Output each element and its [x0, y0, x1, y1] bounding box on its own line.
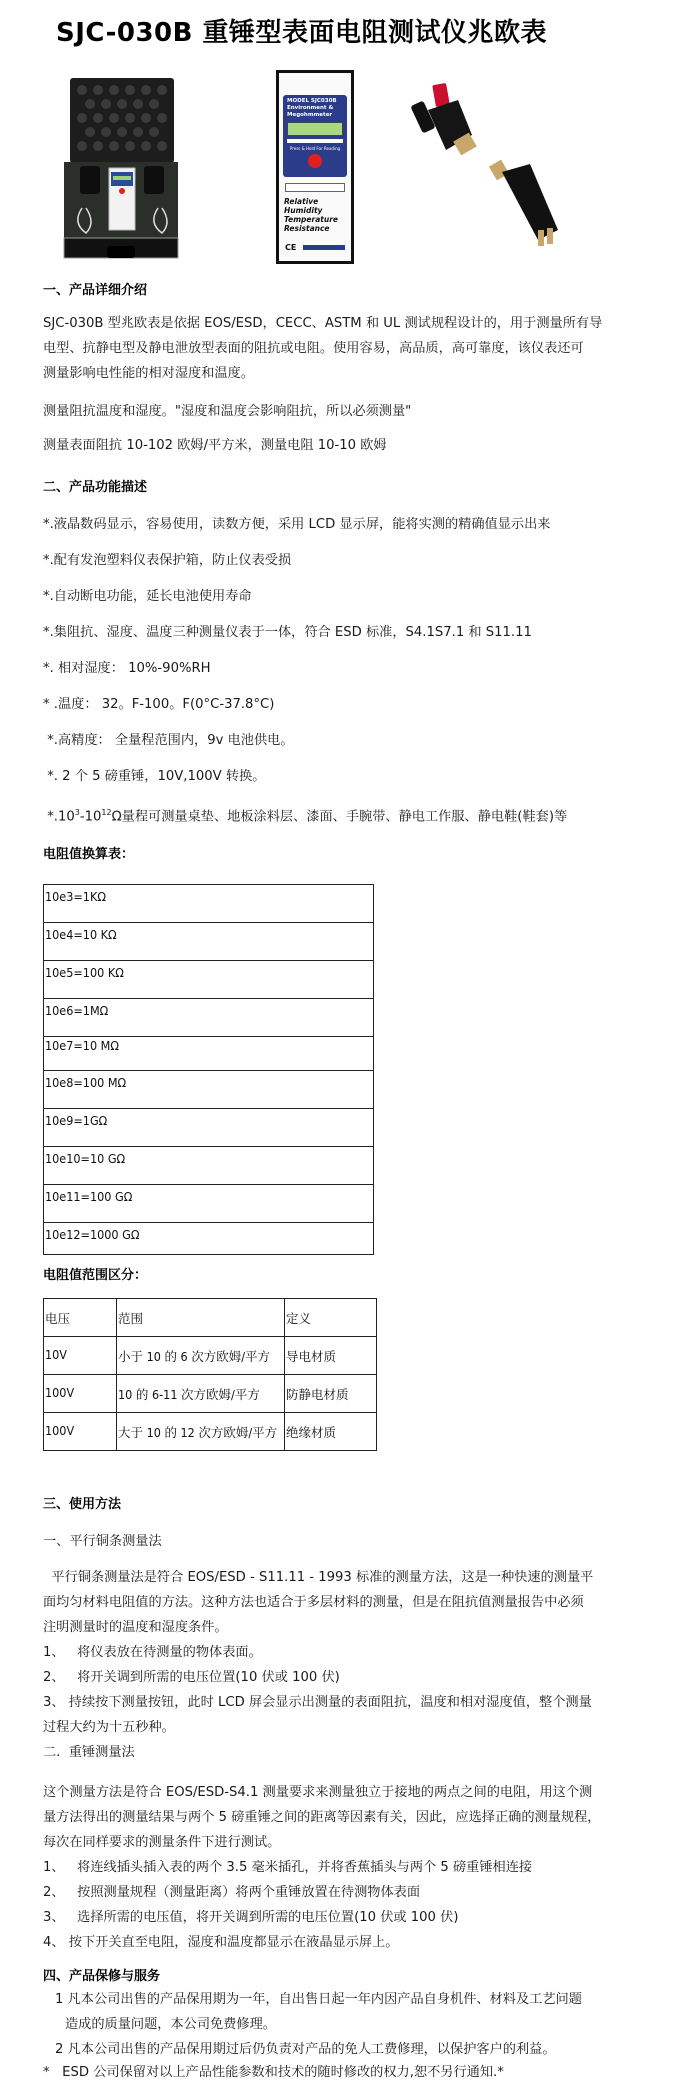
- meter-panel: [283, 95, 347, 177]
- table-row: [44, 1071, 374, 1109]
- table-cell: 10e11=100 GΩ: [44, 1185, 374, 1223]
- probe-connector-icon: [410, 80, 570, 255]
- table-header-row: [44, 1299, 377, 1337]
- feature-item: *.高精度： 全量程范围内，9v 电池供电。: [43, 733, 294, 748]
- press-hold-label: Press & Hold For Reading: [289, 146, 341, 151]
- caption-resistance: Resistance: [284, 224, 330, 233]
- method2-para-line1: 这个测量方法是符合 EOS/ESD-S4.1 测量要求来测量独立于接地的两点之间的电阻，用这个测: [43, 1785, 593, 1800]
- switch-label-strip: [285, 183, 345, 192]
- feature-item-range: $*.10^3-10^{12}\Omega$量程可测量桌垫、地板涂料层、漆面、手腕带、静电工作服、静电鞋(鞋套)等: [43, 808, 568, 825]
- table-row: [44, 1185, 374, 1223]
- method1-step: 2、 将开关调到所需的电压位置(10 伏或 100 伏): [43, 1670, 340, 1685]
- meter-model-line3: Megohmmeter: [287, 112, 333, 118]
- table-row: [44, 1413, 377, 1451]
- table-cell: 10e5=100 KΩ: [44, 961, 374, 999]
- method2-step: 2、 按照测量规程（测量距离）将两个重锤放置在待测物体表面: [43, 1885, 421, 1900]
- meter-model-line2: Environment &: [287, 105, 334, 111]
- table-row: [44, 923, 374, 961]
- section1-intro-line2: 电型、抗静电型及静电泄放型表面的阻抗或电阻。使用容易，高品质，高可靠度，该仪表还可: [43, 341, 584, 356]
- meter-front-image: [276, 70, 354, 264]
- table-cell: 10e7=10 MΩ: [44, 1037, 374, 1071]
- table-cell: 100V: [44, 1375, 117, 1413]
- brand-logo: [303, 245, 345, 250]
- table-row: [44, 1147, 374, 1185]
- disclaimer: * ESD 公司保留对以上产品性能参数和技术的随时修改的权力,恕不另行通知.*: [43, 2065, 504, 2080]
- method2-para-line2: 量方法得出的测量结果与两个 5 磅重锤之间的距离等因素有关，因此，应选择正确的测量规程，: [43, 1810, 601, 1825]
- table-row: [44, 1337, 377, 1375]
- feature-item: *.配有发泡塑料仪表保护箱，防止仪表受损: [43, 553, 292, 568]
- table-cell: 10e3=1KΩ: [44, 885, 374, 923]
- caption-temperature: Temperature: [284, 215, 338, 224]
- table-row: [44, 1375, 377, 1413]
- feature-item: *.集阻抗、湿度、温度三种测量仪表于一体，符合 ESD 标准，S4.1S7.1 和 S11.11: [43, 625, 532, 640]
- ce-mark: CE: [285, 243, 297, 252]
- table-cell: 10e4=10 KΩ: [44, 923, 374, 961]
- section1-heading: 一、产品详细介绍: [43, 283, 148, 298]
- table-cell: 10 的 6-11 次方欧姆/平方: [117, 1375, 285, 1413]
- meter-model-line1: MODEL SJC030B: [287, 98, 337, 104]
- conversion-table-heading: 电阻值换算表：: [43, 847, 135, 862]
- section3-heading: 三、使用方法: [43, 1497, 122, 1512]
- table-cell: 导电材质: [285, 1337, 377, 1375]
- table-cell: 10e6=1MΩ: [44, 999, 374, 1037]
- range-table-heading: 电阻值范围区分：: [43, 1268, 148, 1283]
- table-cell: 10e10=10 GΩ: [44, 1147, 374, 1185]
- page-title: SJC-030B 重锤型表面电阻测试仪兆欧表: [56, 18, 548, 48]
- method1-step-cont: 过程大约为十五秒种。: [43, 1720, 175, 1735]
- lcd-label-strip: [287, 139, 343, 143]
- header-voltage: 电压: [44, 1299, 117, 1337]
- table-row: [44, 1223, 374, 1255]
- warranty-item1-line2: 造成的质量问题，本公司免费修理。: [65, 2017, 276, 2032]
- table-cell: 防静电材质: [285, 1375, 377, 1413]
- lcd-display: [287, 122, 343, 136]
- table-row: [44, 885, 374, 923]
- method2-step: 4、 按下开关直至电阻，湿度和温度都显示在液晶显示屏上。: [43, 1935, 399, 1950]
- method2-title: 二. 重锤测量法: [43, 1745, 135, 1760]
- feature-item: *.液晶数码显示，容易使用，读数方便，采用 LCD 显示屏，能将实测的精确值显示出来: [43, 517, 551, 532]
- section1-para2: 测量阻抗温度和湿度。"湿度和温度会影响阻抗，所以必须测量": [43, 404, 412, 419]
- product-case-image: [62, 78, 180, 261]
- table-row: [44, 999, 374, 1037]
- probe-image: [410, 80, 570, 255]
- conversion-table: [43, 884, 374, 1255]
- table-cell: 大于 10 的 12 次方欧姆/平方: [117, 1413, 285, 1451]
- meter-case-icon: [62, 78, 180, 261]
- red-button-icon: [308, 154, 322, 168]
- method2-step: 3、 选择所需的电压值，将开关调到所需的电压位置(10 伏或 100 伏): [43, 1910, 459, 1925]
- table-row: [44, 961, 374, 999]
- table-cell: 10e8=100 MΩ: [44, 1071, 374, 1109]
- warranty-item1-line1: 1 凡本公司出售的产品保用期为一年，自出售日起一年内因产品自身机件、材料及工艺问题: [55, 1992, 582, 2007]
- feature-item: *.自动断电功能，延长电池使用寿命: [43, 589, 252, 604]
- method1-para-line1: 平行铜条测量法是符合 EOS/ESD - S11.11 - 1993 标准的测量方法，这是一种快速的测量平: [43, 1570, 594, 1585]
- section1-intro-line3: 测量影响电性能的相对湿度和温度。: [43, 366, 254, 381]
- method1-step: 1、 将仪表放在待测量的物体表面。: [43, 1645, 262, 1660]
- method2-step: 1、 将连线插头插入表的两个 3.5 毫米插孔，并将香蕉插头与两个 5 磅重锤相连接: [43, 1860, 533, 1875]
- caption-humidity: Relative Humidity: [284, 197, 323, 215]
- table-row: [44, 1037, 374, 1071]
- section2-heading: 二、产品功能描述: [43, 480, 148, 495]
- section1-para3: 测量表面阻抗 10-102 欧姆/平方米，测量电阻 10-10 欧姆: [43, 438, 387, 453]
- feature-item: *. 2 个 5 磅重锤，10V,100V 转换。: [43, 769, 266, 784]
- method1-title: 一、平行铜条测量法: [43, 1534, 162, 1549]
- table-cell: 10e9=1GΩ: [44, 1109, 374, 1147]
- section1-intro-line1: SJC-030B 型兆欧表是依据 EOS/ESD，CECC、ASTM 和 UL 测试规程设计的，用于测量所有导: [43, 316, 603, 331]
- table-cell: 10e12=1000 GΩ: [44, 1223, 374, 1255]
- header-range: 范围: [117, 1299, 285, 1337]
- warranty-item2: 2 凡本公司出售的产品保用期过后仍负责对产品的免人工费修理，以保护客户的利益。: [55, 2042, 556, 2057]
- table-cell: 绝缘材质: [285, 1413, 377, 1451]
- method2-para-line3: 每次在同样要求的测量条件下进行测试。: [43, 1835, 281, 1850]
- method1-step: 3、 持续按下测量按钮，此时 LCD 屏会显示出测量的表面阻抗，温度和相对湿度值，整个测量: [43, 1695, 592, 1710]
- table-cell: 100V: [44, 1413, 117, 1451]
- feature-item: *. 相对湿度： 10%-90%RH: [43, 661, 211, 676]
- method1-para-line3: 注明测量时的温度和湿度条件。: [43, 1620, 228, 1635]
- section4-heading: 四、产品保修与服务: [43, 1969, 161, 1984]
- method1-para-line2: 面均匀材料电阻值的方法。这种方法也适合于多层材料的测量，但是在阻抗值测量报告中必须: [43, 1595, 584, 1610]
- table-cell: 小于 10 的 6 次方欧姆/平方: [117, 1337, 285, 1375]
- table-cell: 10V: [44, 1337, 117, 1375]
- range-table: [43, 1298, 377, 1451]
- table-row: [44, 1109, 374, 1147]
- feature-item: * .温度： 32。F-100。F(0°C-37.8°C): [43, 697, 275, 712]
- header-definition: 定义: [285, 1299, 377, 1337]
